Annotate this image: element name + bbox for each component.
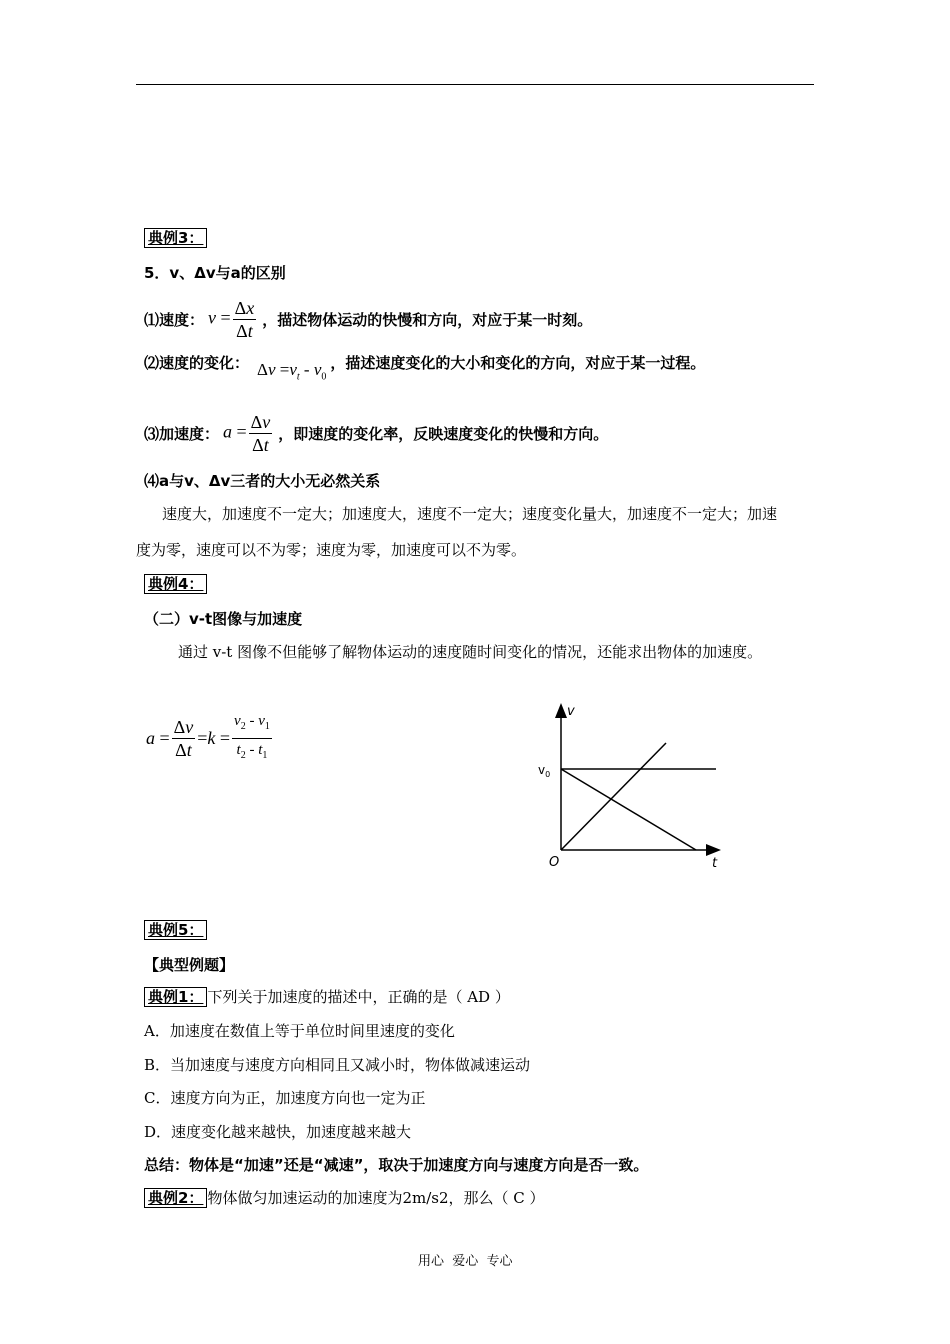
summary: 总结：物体是“加速”还是“减速”，取决于加速度方向与速度方向是否一致。	[144, 1156, 649, 1174]
item-2-text: ，描述速度变化的大小和变化的方向，对应于某一过程。	[330, 354, 706, 372]
item-2	[144, 352, 706, 383]
section-5-title: 5．v、Δv与a的区别	[144, 264, 286, 282]
question-2	[144, 1187, 545, 1208]
typical-examples-header: 【典型例题】	[144, 956, 235, 974]
acceleration-formula: a = $\frac{\Delta v}{\Delta t}$	[223, 411, 271, 455]
paragraph-1-line-2: 度为零，速度可以不为零；速度为零，加速度可以不为零。	[136, 541, 527, 559]
option-c: C．速度方向为正，加速度方向也一定为正	[144, 1089, 426, 1107]
option-a: A．加速度在数值上等于单位时间里速度的变化	[144, 1022, 455, 1040]
y-axis-label: v	[567, 704, 575, 719]
origin-label: O	[549, 855, 560, 870]
example-3-label: 典例3：	[144, 228, 207, 248]
subsection-2-title: （二）v-t图像与加速度	[144, 610, 303, 628]
v0-label: $v_0$	[538, 763, 551, 779]
paragraph-1-line-1: 速度大，加速度不一定大；加速度大，速度不一定大；速度变化量大，加速度不一定大；加速	[162, 505, 778, 523]
v-t-graph	[530, 698, 740, 878]
option-d: D．速度变化越来越快，加速度越来越大	[144, 1123, 412, 1141]
option-b: B．当加速度与速度方向相同且又减小时，物体做减速运动	[144, 1056, 531, 1074]
item-1-text: ，描述物体运动的快慢和方向，对应于某一时刻。	[262, 310, 593, 329]
question-1-text: 下列关于加速度的描述中，正确的是（ AD ）	[207, 988, 510, 1006]
question-2-text: 物体做匀加速运动的加速度为2m/s2，那么（ C ）	[207, 1189, 545, 1207]
item-3	[144, 410, 608, 456]
example-4-label: 典例4：	[144, 574, 207, 594]
question-1-label: 典例1：	[144, 987, 207, 1007]
delta-v-formula: $\Delta v =v_t - v_0$	[257, 360, 327, 383]
question-1	[144, 986, 510, 1007]
footer: 用心 爱心 专心	[418, 1254, 513, 1269]
question-2-label: 典例2：	[144, 1188, 207, 1208]
item-3-prefix: ⑶加速度：	[144, 424, 220, 443]
item-2-prefix: ⑵速度的变化：	[144, 354, 250, 372]
x-axis-label: t	[712, 856, 718, 871]
item-3-text: ，即速度的变化率，反映速度变化的快慢和方向。	[278, 424, 609, 443]
accelerating-line	[561, 743, 666, 850]
item-1	[144, 296, 592, 342]
header-rule	[136, 84, 814, 85]
example-5-label: 典例5：	[144, 920, 207, 940]
item-1-prefix: ⑴速度：	[144, 310, 205, 329]
item-4: ⑷a与v、Δv三者的大小无必然关系	[144, 472, 381, 490]
slope-formula: a = $\frac{\Delta v}{\Delta t}$ = k = $\frac{v_2 - v_1}{t_2 - t_1}$	[146, 710, 274, 767]
velocity-formula: v = $\frac{\Delta x}{\Delta t}$	[208, 297, 255, 341]
paragraph-2: 通过 v-t 图像不但能够了解物体运动的速度随时间变化的情况，还能求出物体的加速度。	[178, 643, 763, 661]
